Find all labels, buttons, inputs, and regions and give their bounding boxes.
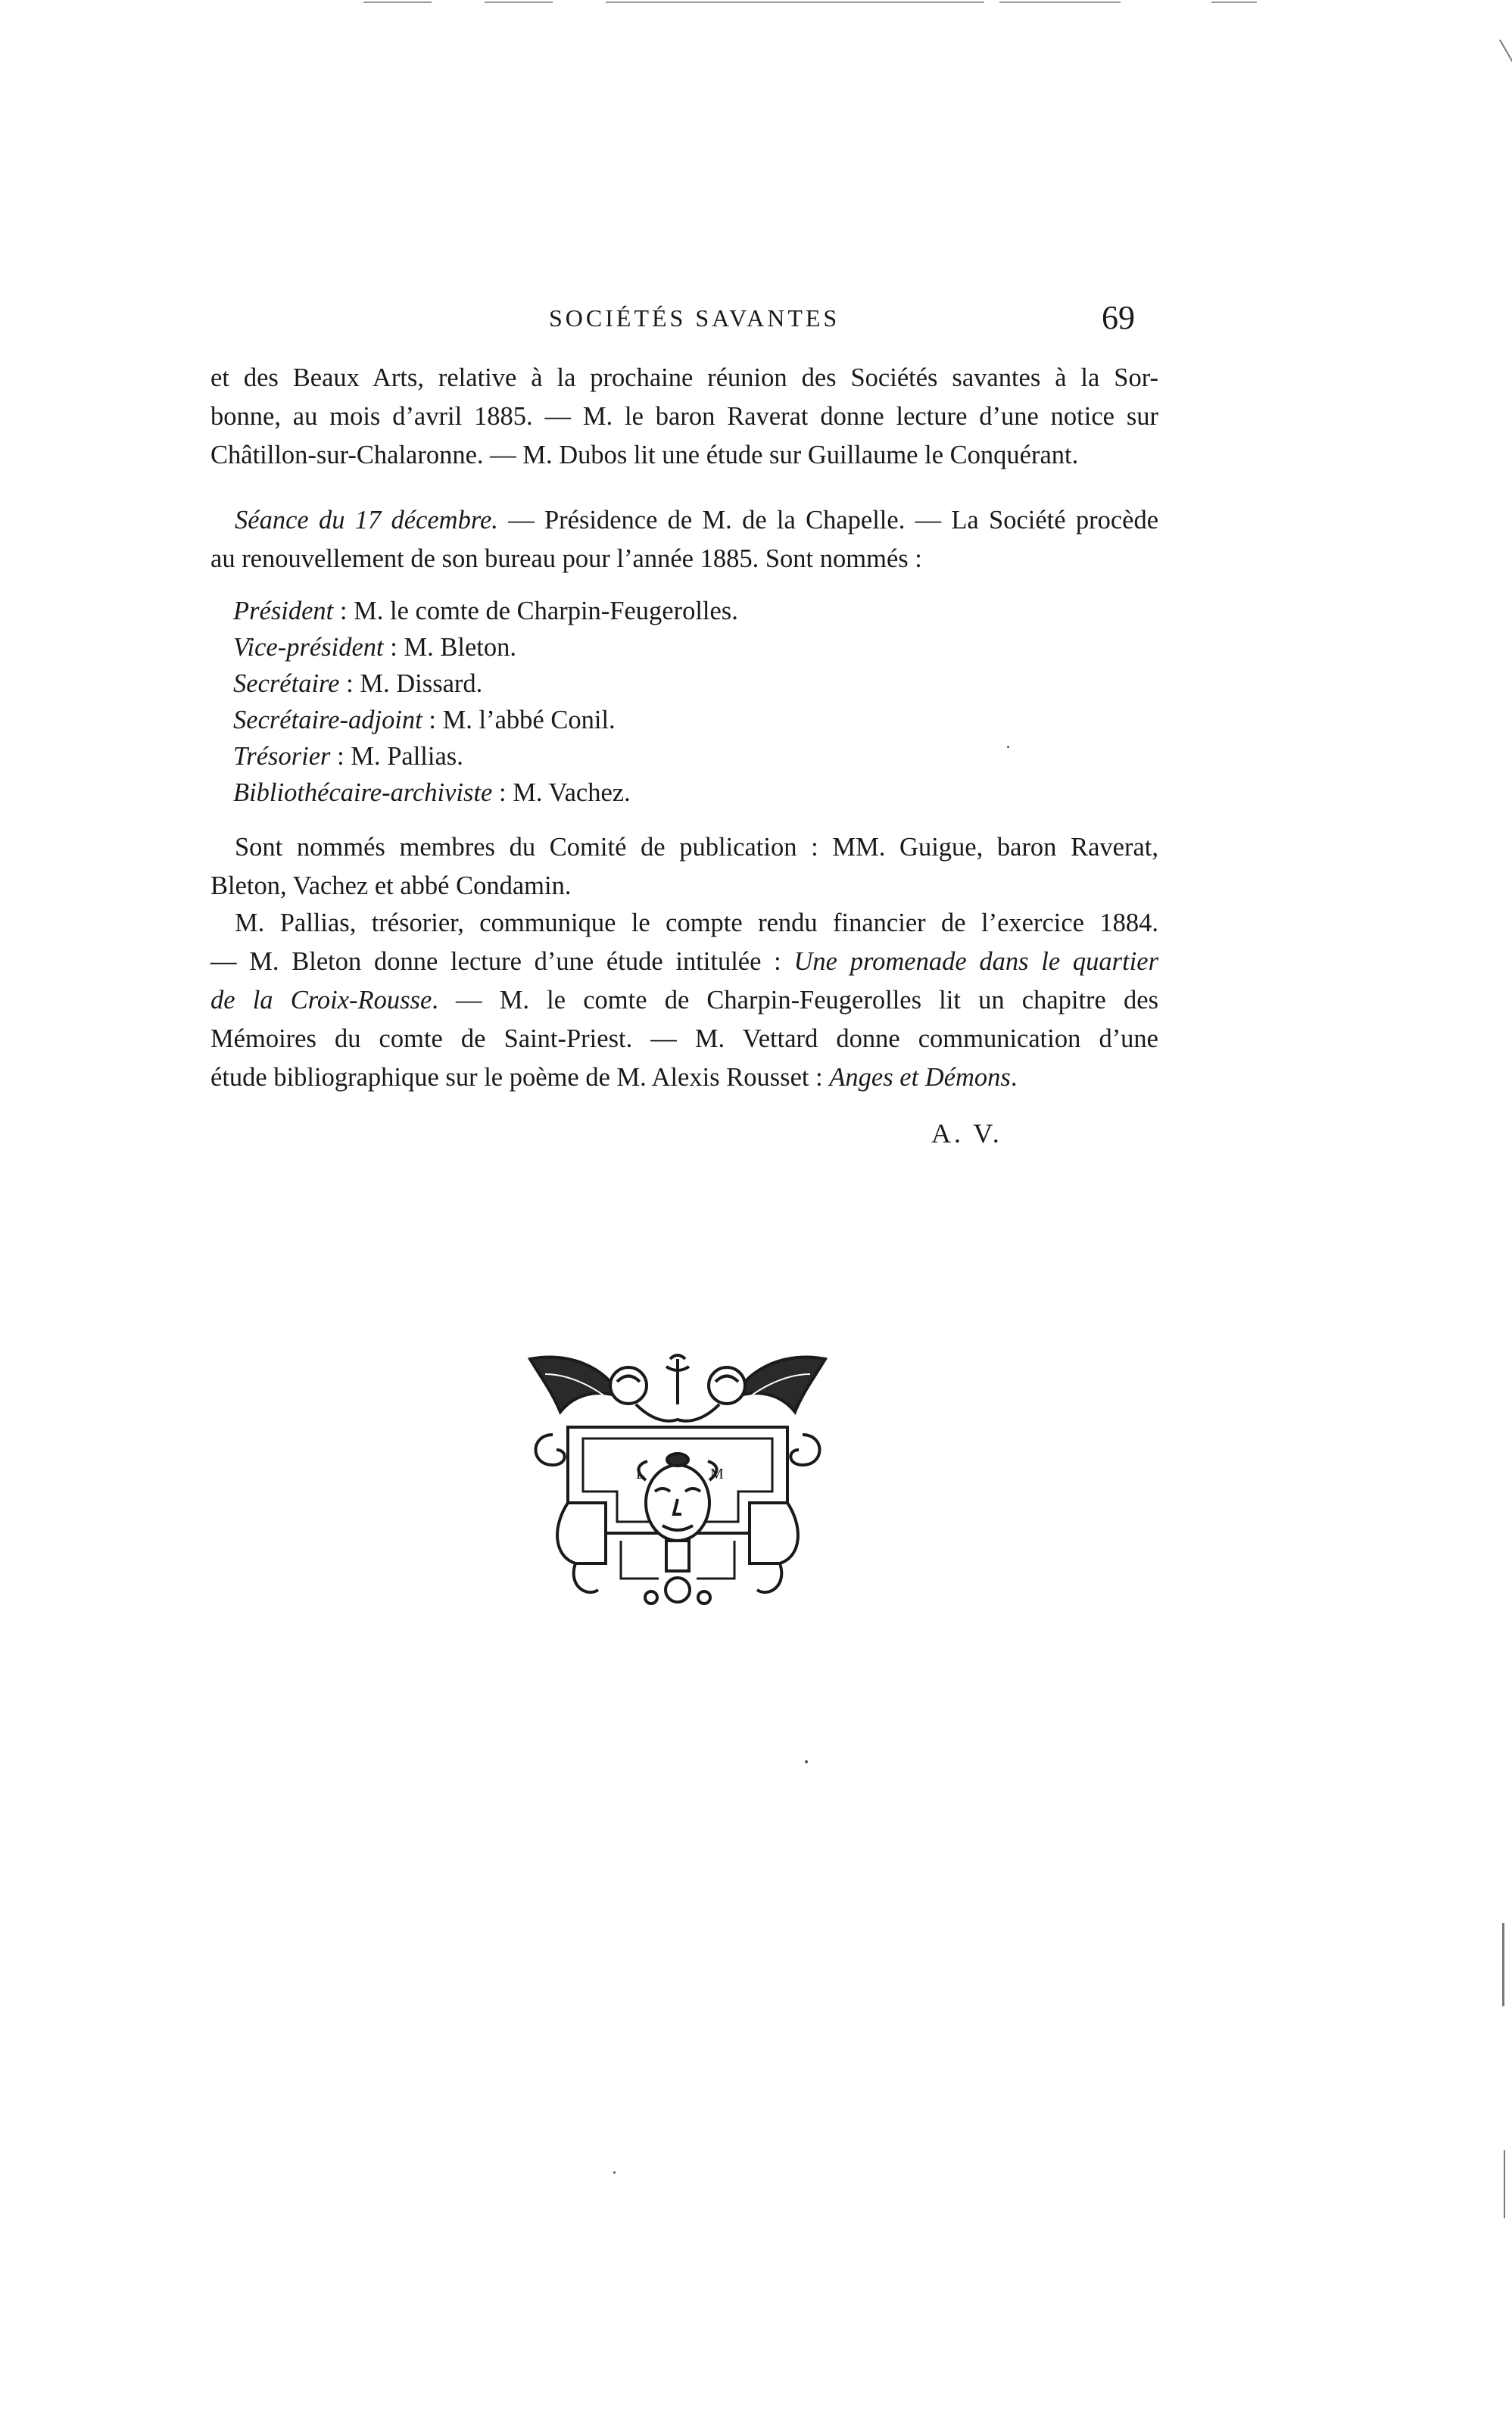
paragraph-continuation <box>210 359 1158 475</box>
officer-name: M. Bleton. <box>404 633 517 662</box>
text-segment: étude bibliographique sur le poème de M. Alexis Rousset : <box>210 1063 830 1092</box>
work-title: Une promenade dans le quartier <box>793 947 1158 976</box>
officer-role: Président <box>233 597 334 625</box>
officer-row <box>233 629 738 665</box>
scan-edge-line <box>1504 2150 1505 2218</box>
decorative-ornament <box>522 1351 833 1613</box>
scan-edge-line <box>363 2 432 3</box>
author-initials: A. V. <box>931 1118 1002 1149</box>
text-segment: — M. Bleton donne lecture d’une étude intitulée : <box>210 947 794 976</box>
running-title: SOCIÉTÉS SAVANTES <box>549 304 840 332</box>
officer-separator: : <box>422 706 443 734</box>
text-line <box>210 943 1158 981</box>
scan-edge-line <box>1499 39 1512 67</box>
officer-role: Trésorier <box>233 742 331 771</box>
ornament-letter: M <box>710 1466 724 1482</box>
scan-edge-line <box>606 2 984 3</box>
officer-role: Bibliothécaire-archiviste <box>233 778 493 807</box>
scan-edge-line <box>1502 1923 1504 2006</box>
officer-separator: : <box>492 778 513 807</box>
officer-row <box>233 775 738 811</box>
officer-separator: : <box>330 742 351 771</box>
text-line: Mémoires du comte de Saint-Priest. — M. Vettard donne communication d’une <box>210 1024 1158 1053</box>
text-line: et des Beaux Arts, relative à la prochaine réunion des Sociétés savantes à la Sor- <box>210 363 1158 392</box>
officer-row <box>233 738 738 775</box>
work-title: de la Croix-Rousse <box>210 986 432 1015</box>
scan-edge-line <box>999 2 1121 3</box>
text-segment: . — M. le comte de Charpin-Feugerolles lit un chapitre des <box>432 986 1159 1015</box>
text-line: Sont nommés membres du Comité de publication : MM. Guigue, baron Raverat, <box>235 833 1158 862</box>
final-paragraph <box>210 904 1158 1097</box>
text-line <box>210 501 1158 540</box>
text-line: M. Pallias, trésorier, communique le compte rendu financier de l’exercice 1884. <box>235 909 1158 937</box>
seance-date: Séance du 17 décembre. <box>235 506 498 535</box>
scan-edge-line <box>485 2 553 3</box>
officer-row <box>233 665 738 702</box>
text-line: Châtillon-sur-Chalaronne. — M. Dubos lit une étude sur Guillaume le Conquérant. <box>210 441 1079 469</box>
officer-role: Secrétaire <box>233 669 340 698</box>
officer-separator: : <box>383 633 404 662</box>
text-segment: . <box>1010 1063 1018 1092</box>
officer-row <box>233 702 738 738</box>
officers-list <box>233 593 738 811</box>
publication-paragraph <box>210 828 1158 905</box>
seance-text: — Présidence de M. de la Chapelle. — La Société procède <box>497 506 1159 535</box>
text-line: au renouvellement de son bureau pour l’année 1885. Sont nommés : <box>210 544 922 573</box>
officer-role: Vice-président <box>233 633 384 662</box>
text-line <box>210 1058 1158 1097</box>
ornament-letter: L <box>636 1466 646 1482</box>
officer-separator: : <box>333 597 354 625</box>
officer-row <box>233 593 738 629</box>
text-line: bonne, au mois d’avril 1885. — M. le baron Raverat donne lecture d’une notice sur <box>210 402 1158 431</box>
text-line <box>210 981 1158 1020</box>
officer-separator: : <box>339 669 360 698</box>
page-number: 69 <box>1102 299 1135 336</box>
scan-edge-line <box>1211 2 1257 3</box>
seance-paragraph <box>210 501 1158 578</box>
officer-name: M. Dissard. <box>360 669 483 698</box>
ink-speck <box>805 1760 808 1763</box>
officer-name: M. le comte de Charpin-Feugerolles. <box>354 597 738 625</box>
officer-role: Secrétaire-adjoint <box>233 706 422 734</box>
running-head <box>0 299 1512 350</box>
officer-name: M. Pallias. <box>351 742 463 771</box>
officer-name: M. Vachez. <box>513 778 631 807</box>
text-line: Bleton, Vachez et abbé Condamin. <box>210 871 572 900</box>
ink-speck <box>613 2171 616 2174</box>
ink-speck <box>1007 746 1009 748</box>
work-title: Anges et Démons <box>829 1063 1011 1092</box>
officer-name: M. l’abbé Conil. <box>442 706 616 734</box>
